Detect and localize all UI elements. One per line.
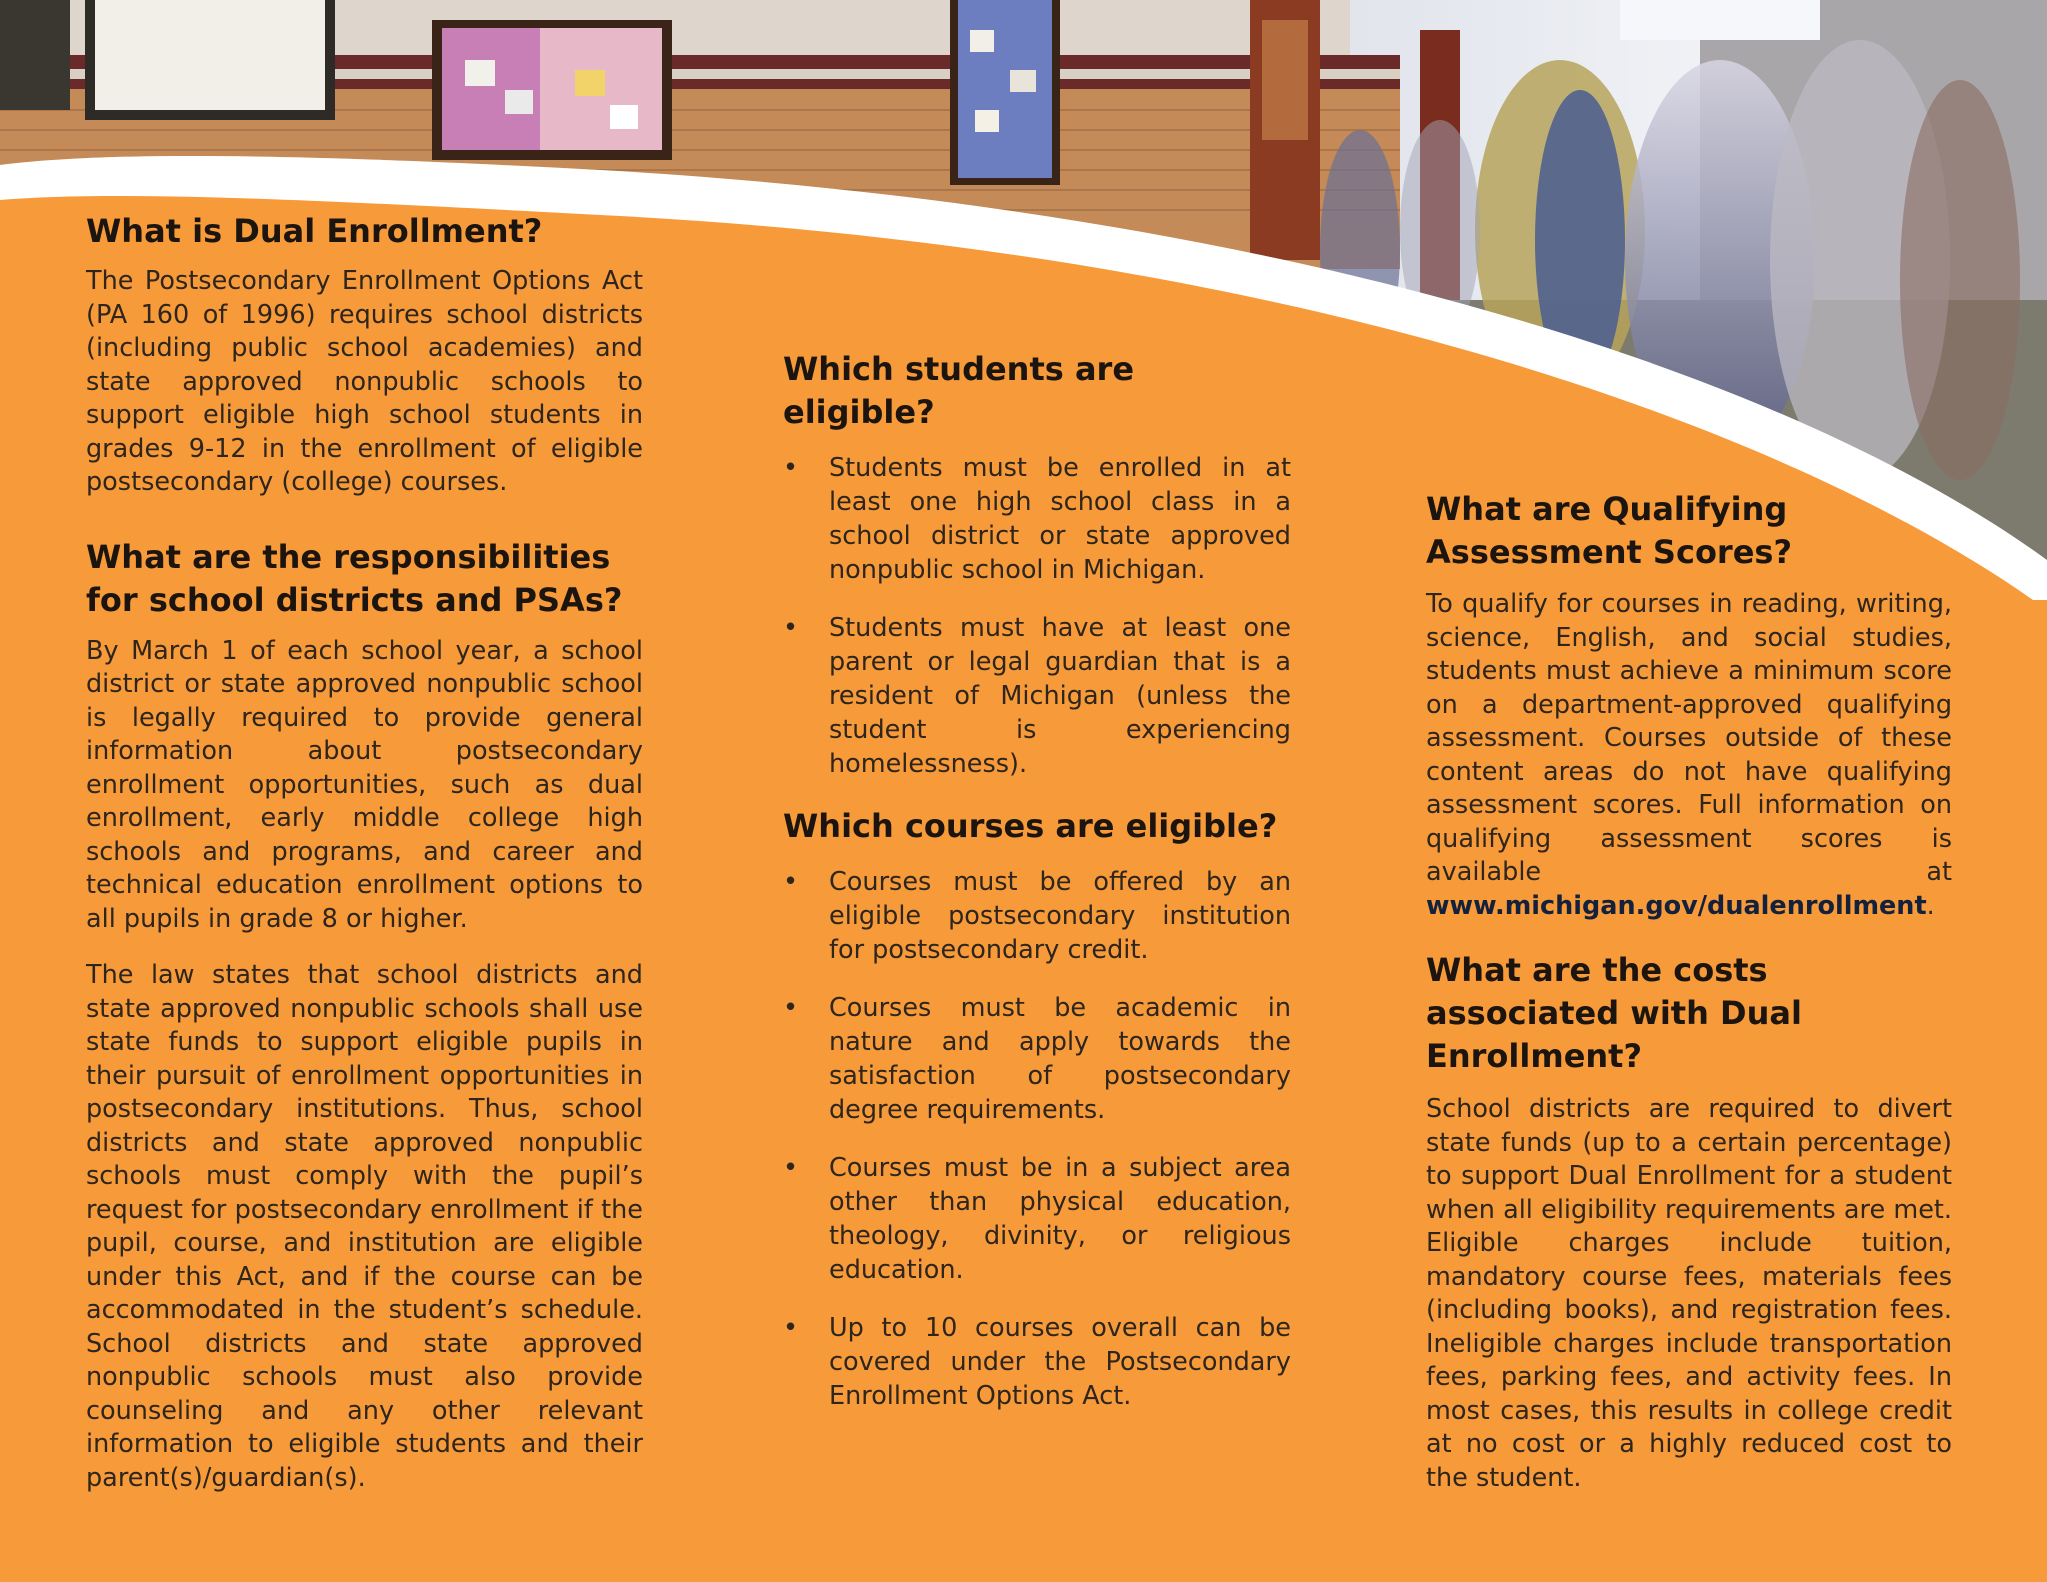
heading-which-students-eligible: Which students are eligible? (783, 350, 1135, 431)
bullet-glyph: • (783, 1313, 799, 1343)
column-right (1426, 488, 1952, 1495)
bullet-glyph: • (783, 453, 799, 483)
list-item (783, 865, 1291, 967)
list-item (783, 451, 1291, 587)
bullet-glyph: • (783, 867, 799, 897)
list-item-text: Students must be enrolled in at least one high school class in a school district or state approved nonpublic school in Michigan. (829, 453, 1291, 585)
list-course-eligibility (783, 865, 1291, 1413)
list-item-text: Students must have at least one parent or legal guardian that is a resident of Michigan (unless the student is experiencing homelessness). (829, 613, 1291, 779)
bullet-glyph: • (783, 613, 799, 643)
paragraph-dual-enrollment-definition: The Postsecondary Enrollment Options Act (PA 160 of 1996) requires school districts (including public school academies) and state approved nonpublic schools to support eligible high school students in grades 9-12 in the enrollment of eligible postsecondary (college) courses. (86, 266, 643, 497)
heading-qualifying-assessment-scores: What are Qualifying Assessment Scores? (1426, 490, 1793, 571)
paragraph-qualifying-scores-text: To qualify for courses in reading, writing, science, English, and social studies, students must achieve a minimum score on a department-approved qualifying assessment. Courses outside of these content areas do not have qualifying assessment scores. Full information on qualifying assessment scores is available at (1426, 589, 1952, 887)
heading-which-courses-eligible: Which courses are eligible? (783, 807, 1278, 845)
paragraph-responsibilities-1: By March 1 of each school year, a school district or state approved nonpublic school is legally required to provide general information about postsecondary enrollment opportunities, such as dual enrollment, early middle college high schools and programs, and career and technical education enrollment options to all pupils in grade 8 or higher. (86, 635, 643, 934)
dual-enrollment-link[interactable]: www.michigan.gov/dualenrollment (1426, 890, 1927, 921)
paragraph-costs: School districts are required to divert state funds (up to a certain percentage) to support Dual Enrollment for a student when all eligibility requirements are met. Eligible charges include tuition, mandatory course fees, materials fees (including books), and registration fees. Ineligible charges include transportation fees, parking fees, and activity fees. In most cases, this results in college credit at no cost or a highly reduced cost to the student. (1426, 1094, 1952, 1493)
heading-costs: What are the costs associated with Dual Enrollment? (1426, 951, 1802, 1075)
list-item-text: Up to 10 courses overall can be covered under the Postsecondary Enrollment Options Act. (829, 1313, 1291, 1411)
list-item (783, 611, 1291, 781)
link-trailing-period: . (1926, 890, 1935, 921)
bullet-glyph: • (783, 993, 799, 1023)
column-left (86, 210, 643, 1495)
list-item (783, 1151, 1291, 1287)
heading-what-is-dual-enrollment: What is Dual Enrollment? (86, 212, 543, 250)
list-item (783, 1311, 1291, 1413)
list-item-text: Courses must be in a subject area other than physical education, theology, divinity, or religious education. (829, 1153, 1291, 1285)
list-student-eligibility (783, 451, 1291, 781)
list-item-text: Courses must be offered by an eligible postsecondary institution for postsecondary credit. (829, 867, 1291, 965)
bullet-glyph: • (783, 1153, 799, 1183)
paragraph-qualifying-scores (1426, 588, 1952, 923)
list-item (783, 991, 1291, 1127)
column-middle (783, 348, 1291, 1437)
heading-responsibilities: What are the responsibilities for school districts and PSAs? (86, 537, 623, 619)
paragraph-responsibilities-2: The law states that school districts and state approved nonpublic schools shall use state funds to support eligible pupils in their pursuit of enrollment opportunities in postsecondary institutions. Thus, school districts and state approved nonpublic schools must comply with the pupil’s request for postsecondary enrollment if the pupil, course, and institution are eligible under this Act, and if the course can be accommodated in the student’s schedule. School districts and state approved nonpublic schools must also provide counseling and any other relevant information to eligible students and their parent(s)/guardian(s). (86, 960, 643, 1493)
list-item-text: Courses must be academic in nature and apply towards the satisfaction of postsecondary degree requirements. (829, 993, 1291, 1125)
